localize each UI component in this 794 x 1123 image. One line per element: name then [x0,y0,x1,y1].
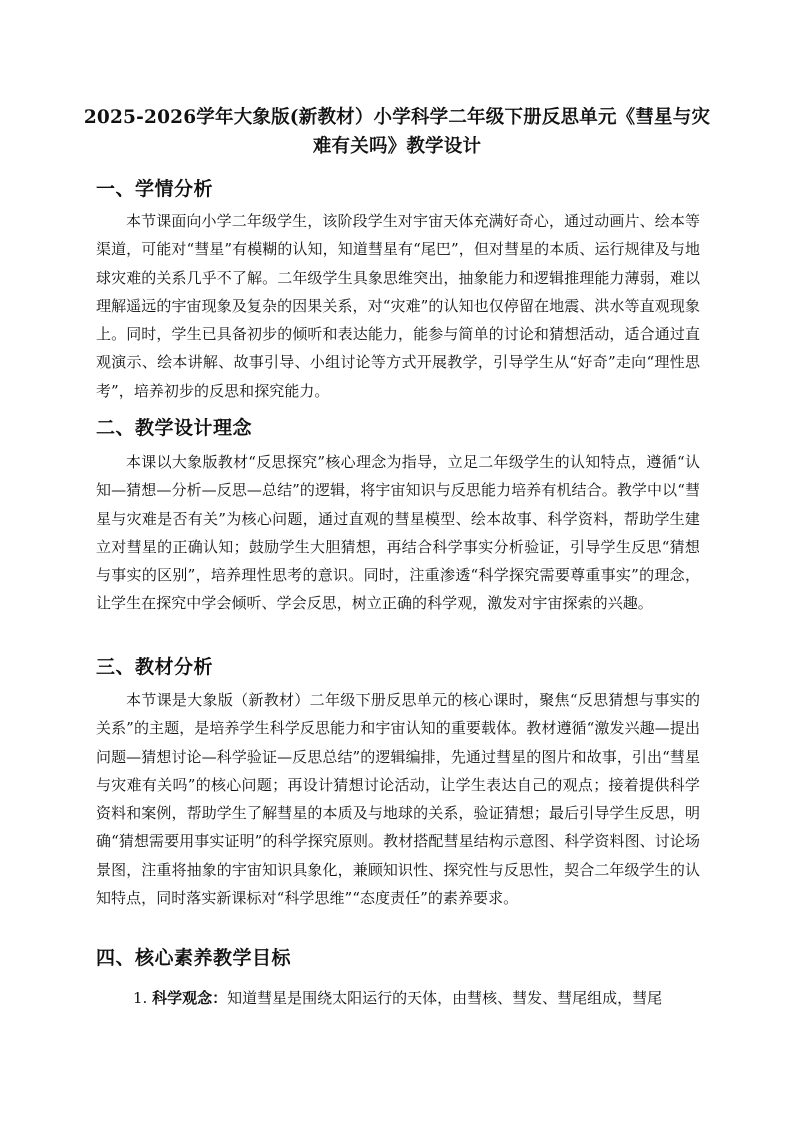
section-heading-design-philosophy: 二、教学设计理念 [96,417,253,439]
section-heading-textbook-analysis: 三、教材分析 [96,656,214,678]
objective-item-text: 知道彗星是围绕太阳运行的天体，由彗核、彗发、彗尾组成，彗尾 [227,989,663,1007]
objective-item-number: 1. [133,989,148,1007]
section-heading-teaching-objectives: 四、核心素养教学目标 [96,947,292,969]
section-paragraph-learner-analysis: 本节课面向小学二年级学生，该阶段学生对宇宙天体充满好奇心，通过动画片、绘本等渠道，可能对“彗星”有模糊的认知，知道彗星有“尾巴”，但对彗星的本质、运行规律及与地球灾难的关系几乎不了解。二年级学生具象思维突出，抽象能力和逻辑推理能力薄弱，难以理解遥远的宇宙现象及复杂的因果关系，对“灾难”的认知也仅停留在地震、洪水等直观现象上。同时，学生已具备初步的倾听和表达能力，能参与简单的讨论和猜想活动，适合通过直观演示、绘本讲解、故事引导、小组讨论等方式开展教学，引导学生从“好奇”走向“理性思考”，培养初步的反思和探究能力。 [96,212,700,400]
document-title: 2025-2026学年大象版(新教材）小学科学二年级下册反思单元《彗星与灾难有关吗》教学设计 [83,107,711,157]
section-paragraph-textbook-analysis: 本节课是大象版（新教材）二年级下册反思单元的核心课时，聚焦“反思猜想与事实的关系”的主题，是培养学生科学反思能力和宇宙认知的重要载体。教材遵循“激发兴趣—提出问题—猜想讨论—科学验证—反思总结”的逻辑编排，先通过彗星的图片和故事，引出“彗星与灾难有关吗”的核心问题；再设计猜想讨论活动，让学生表达自己的观点；接着提供科学资料和案例，帮助学生了解彗星的本质及与地球的关系，验证猜想；最后引导学生反思，明确“猜想需要用事实证明”的科学探究原则。教材搭配彗星结构示意图、科学资料图、讨论场景图，注重将抽象的宇宙知识具象化，兼顾知识性、探究性与反思性，契合二年级学生的认知特点，同时落实新课标对“科学思维”“态度责任”的素养要求。 [96,691,700,908]
section-paragraph-design-philosophy: 本课以大象版教材“反思探究”核心理念为指导，立足二年级学生的认知特点，遵循“认知—猜想—分析—反思—总结”的逻辑，将宇宙知识与反思能力培养有机结合。教学中以“彗星与灾难是否有关”为核心问题，通过直观的彗星模型、绘本故事、科学资料，帮助学生建立对彗星的正确认知；鼓励学生大胆猜想，再结合科学事实分析验证，引导学生反思“猜想与事实的区别”，培养理性思考的意识。同时，注重渗透“科学探究需要尊重事实”的理念，让学生在探究中学会倾听、学会反思，树立正确的科学观，激发对宇宙探索的兴趣。 [96,453,700,613]
objective-item [133,984,700,1012]
objective-item-label: 科学观念： [152,989,228,1007]
section-heading-learner-analysis: 一、学情分析 [96,178,214,200]
